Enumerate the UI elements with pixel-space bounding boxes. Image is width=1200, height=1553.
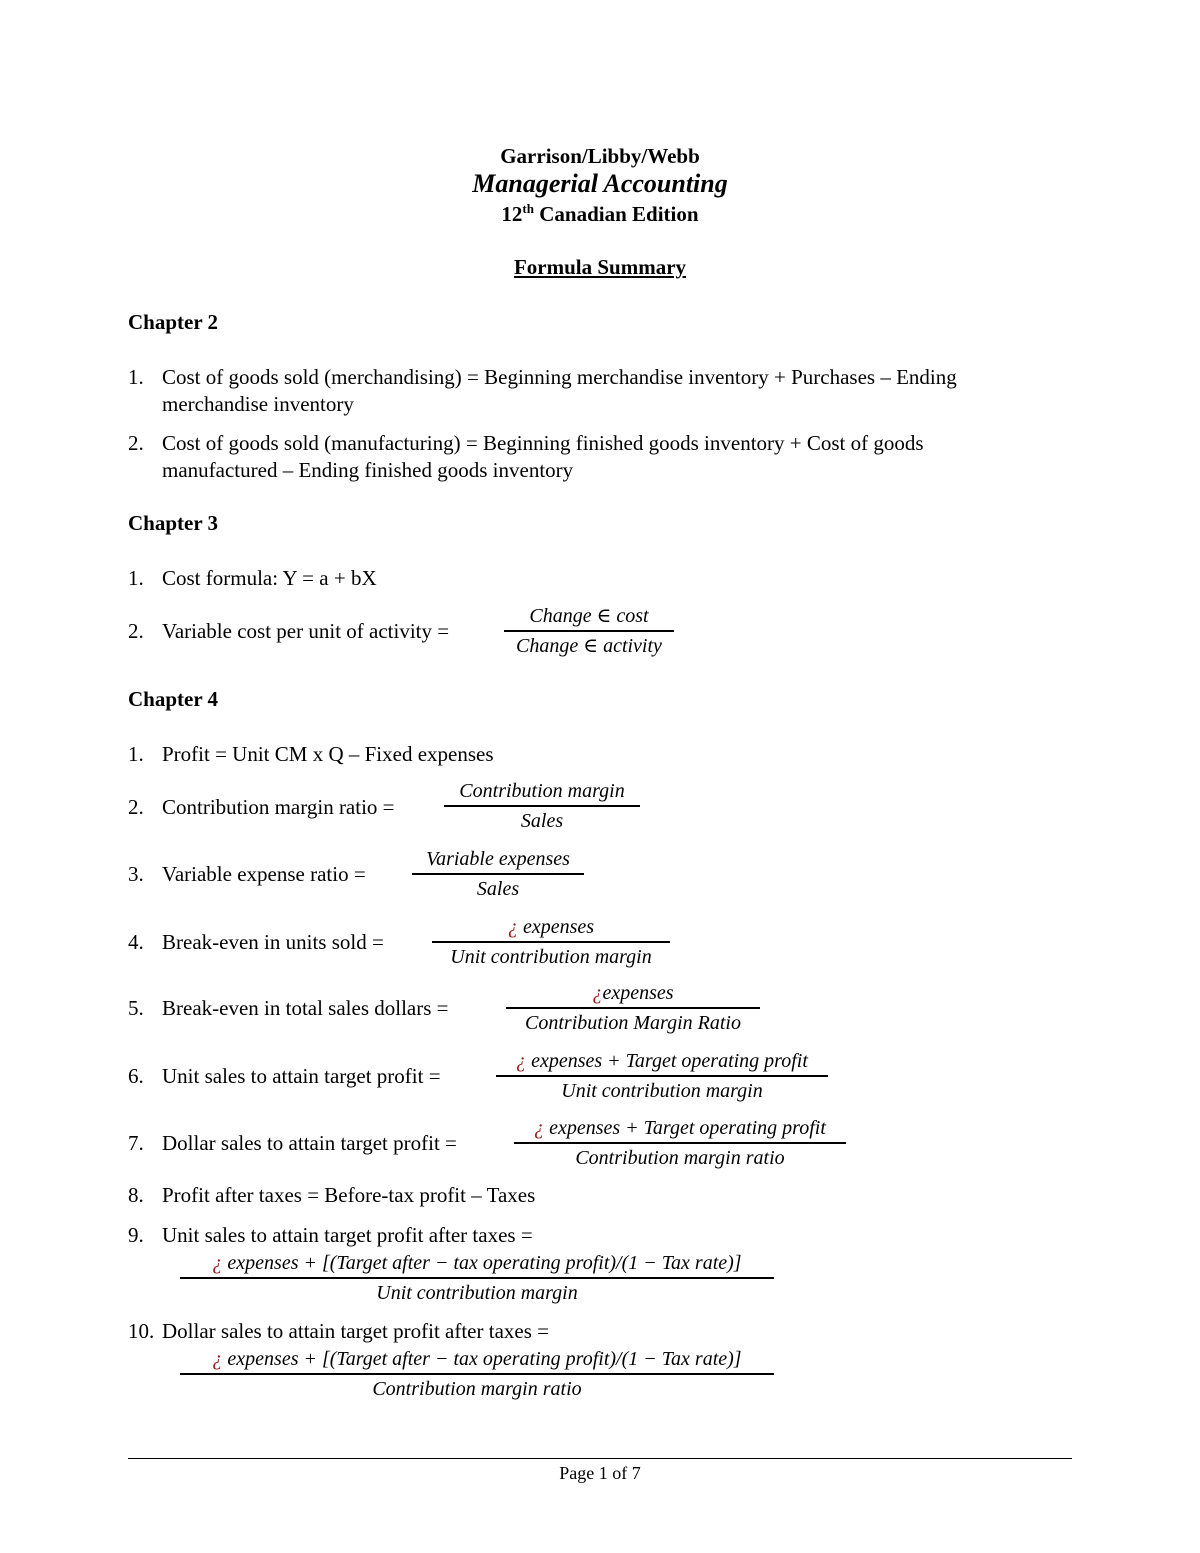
numerator [514,1114,846,1142]
item-number: 10. [128,1319,155,1343]
ch4-item-10-fraction [180,1345,774,1403]
denominator: Sales [412,873,584,903]
item-text: Contribution margin ratio = [162,795,395,819]
edition-superscript: th [522,201,534,216]
missing-glyph: ¿ [516,1050,527,1072]
ch4-item-9-fraction [180,1249,774,1307]
ch4-item-3-fraction [412,845,584,903]
item-text: Profit = Unit CM x Q – Fixed expenses [162,742,494,766]
numerator [496,1047,828,1075]
numerator-text: expenses + Target operating profit [531,1050,808,1072]
ch4-item-6-fraction [496,1047,828,1105]
numerator: Change ∈ cost [529,605,649,627]
ch4-item-2-fraction [444,777,640,835]
item-number: 1. [128,566,144,590]
chapter-2-heading: Chapter 2 [128,310,219,334]
authors: Garrison/Libby/Webb [500,144,700,168]
missing-glyph: ¿ [592,982,603,1004]
formula-summary-heading: Formula Summary [513,255,687,279]
numerator [180,1345,774,1373]
edition [0,201,1200,227]
footer-divider [128,1458,1072,1459]
denominator: Unit contribution margin [432,941,670,971]
item-number: 8. [128,1183,144,1207]
item-number: 2. [128,619,144,643]
item-number: 2. [128,795,144,819]
numerator: Contribution margin [459,780,625,802]
denominator: Unit contribution margin [496,1075,828,1105]
denominator: Contribution Margin Ratio [506,1007,760,1037]
item-number: 4. [128,930,144,954]
item-text: Dollar sales to attain target profit after taxes = [162,1319,549,1343]
ch4-item-4-fraction [432,913,670,971]
numerator-text: expenses [522,916,595,938]
missing-glyph: ¿ [212,1252,223,1274]
item-number: 2. [128,431,144,455]
book-title: Managerial Accounting [472,169,728,198]
item-text: Break-even in total sales dollars = [162,996,449,1020]
item-number: 3. [128,862,144,886]
missing-glyph: ¿ [534,1117,545,1139]
item-text: Variable expense ratio = [162,862,366,886]
item-text: Unit sales to attain target profit = [162,1064,441,1088]
missing-glyph: ¿ [212,1348,223,1370]
item-text: Variable cost per unit of activity = [162,619,450,643]
item-number: 6. [128,1064,144,1088]
numerator: Variable expenses [426,848,570,870]
item-number: 1. [128,365,144,389]
item-number: 9. [128,1223,144,1247]
item-text: Dollar sales to attain target profit = [162,1131,457,1155]
denominator: Contribution margin ratio [514,1142,846,1172]
ch4-item-7-fraction [514,1114,846,1172]
item-text-cont: merchandise inventory [162,392,354,416]
item-text: Cost of goods sold (merchandising) = Beginning merchandise inventory + Purchases – Ending [162,365,957,389]
chapter-3-heading: Chapter 3 [128,511,219,535]
ch3-item-2-fraction [504,602,674,660]
item-number: 7. [128,1131,144,1155]
denominator: Sales [444,805,640,835]
item-number: 1. [128,742,144,766]
edition-text: Canadian Edition [533,202,699,226]
ch4-item-5-fraction [506,979,760,1037]
edition-number: 12 [501,202,523,226]
item-text: Cost of goods sold (manufacturing) = Beginning finished goods inventory + Cost of goods [162,431,924,455]
chapter-4-heading: Chapter 4 [128,687,219,711]
numerator [180,1249,774,1277]
page-number: Page 1 of 7 [559,1463,641,1483]
denominator: Unit contribution margin [180,1277,774,1307]
numerator [506,979,760,1007]
numerator [432,913,670,941]
numerator-text: expenses + [(Target after − tax operating profit)/(1 − Tax rate)] [227,1348,742,1370]
denominator: Contribution margin ratio [180,1373,774,1403]
item-text: Unit sales to attain target profit after taxes = [162,1223,533,1247]
numerator-text: expenses + Target operating profit [549,1117,826,1139]
item-text-cont: manufactured – Ending finished goods inventory [162,458,574,482]
missing-glyph: ¿ [507,916,518,938]
numerator-text: expenses + [(Target after − tax operating profit)/(1 − Tax rate)] [227,1252,742,1274]
denominator: Change ∈ activity [504,630,674,660]
item-number: 5. [128,996,144,1020]
item-text: Cost formula: Y = a + bX [162,566,377,590]
item-text: Break-even in units sold = [162,930,384,954]
item-text: Profit after taxes = Before-tax profit – Taxes [162,1183,536,1207]
numerator-text: expenses [602,982,674,1004]
